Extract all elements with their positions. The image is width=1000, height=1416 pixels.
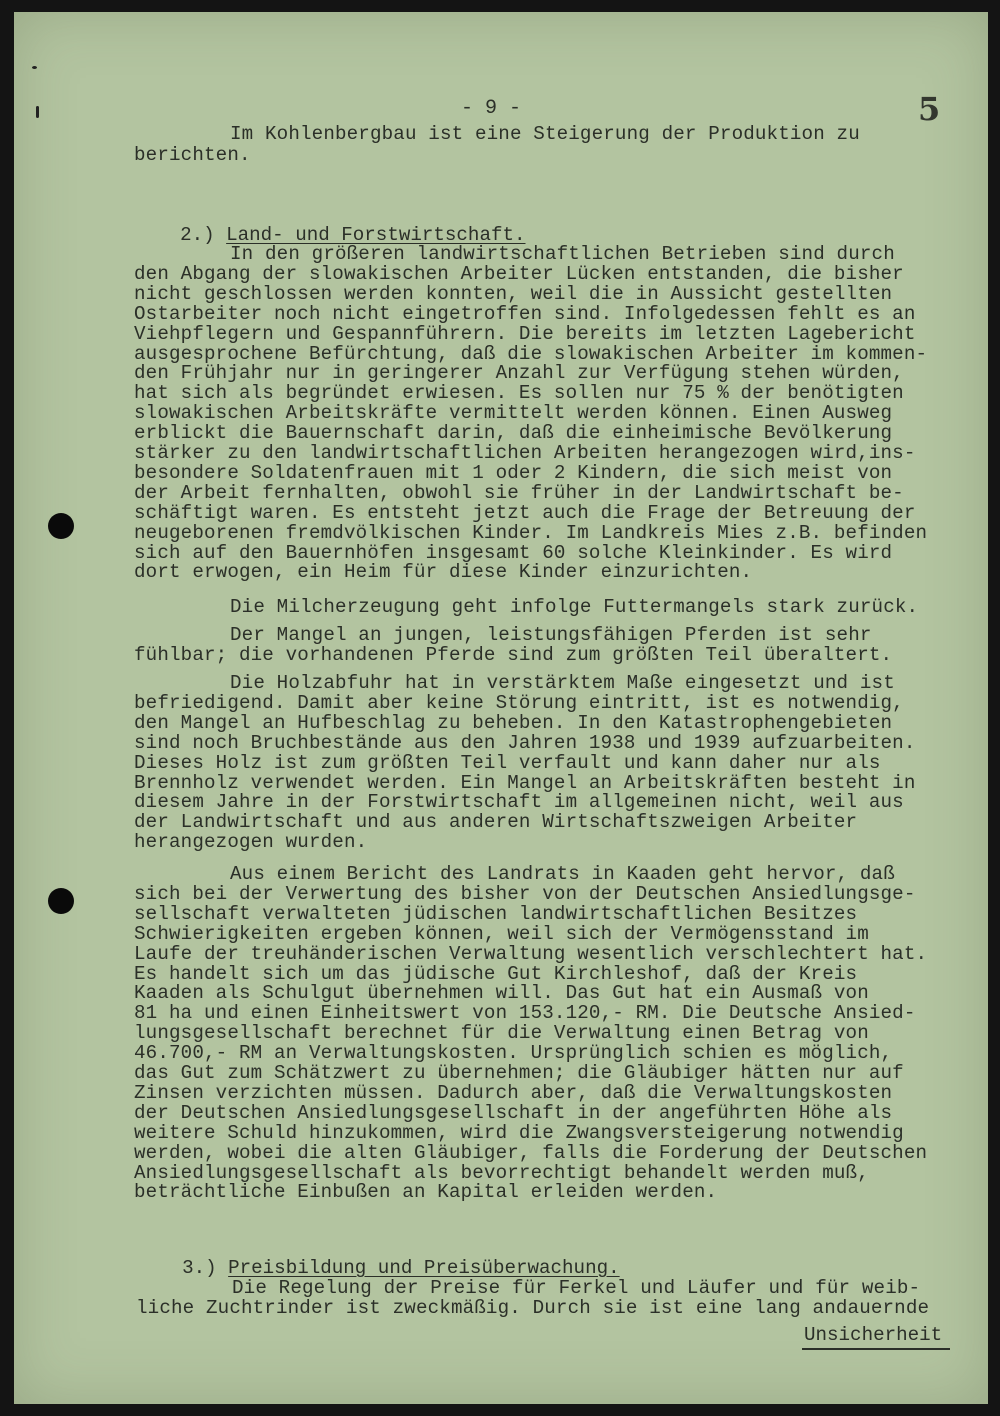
text-line: Zinsen verzichten müssen. Dadurch aber, daß die Verwaltungskosten: [134, 1081, 893, 1104]
text-line: 46.700,- RM an Verwaltungskosten. Ursprünglich schien es möglich,: [134, 1042, 893, 1065]
text-line: Ansiedlungsgesellschaft als bevorrechtigt behandelt werden muß,: [134, 1161, 869, 1184]
text-line: weitere Schuld hinzukommen, wird die Zwangsversteigerung notwendig: [134, 1121, 904, 1144]
text-line: Es handelt sich um das jüdische Gut Kirchleshof, daß der Kreis: [134, 962, 858, 985]
text-line: schäftigt waren. Es entsteht jetzt auch die Frage der Betreuung der: [134, 501, 916, 524]
text-line: slowakischen Arbeitskräfte vermittelt werden können. Einen Ausweg: [134, 402, 893, 425]
section-title: Preisbildung und Preisüberwachung.: [228, 1257, 620, 1279]
text-line: befriedigend. Damit aber keine Störung eintritt, ist es notwendig,: [134, 691, 904, 714]
text-line: sich bei der Verwertung des bisher von der Deutschen Ansiedlungsge-: [134, 882, 916, 905]
text-line: In den größeren landwirtschaftlichen Betrieben sind durch: [230, 243, 895, 265]
text-line: Die Regelung der Preise für Ferkel und Läufer und für weib-: [232, 1277, 921, 1299]
text-line: diesem Jahre in der Forstwirtschaft im allgemeinen nicht, weil aus: [134, 791, 904, 814]
document-page: [14, 12, 988, 1404]
text-line: sind noch Bruchbestände aus den Jahren 1938 und 1939 aufzuarbeiten.: [134, 731, 916, 754]
text-line: herangezogen wurden.: [134, 831, 368, 854]
margin-speck: [32, 66, 37, 69]
text-line: sich auf den Bauernhöfen insgesamt 60 solche Kleinkinder. Es wird: [134, 541, 893, 564]
punch-hole: [48, 888, 74, 914]
page-number: - 9 -: [461, 97, 522, 120]
text-line: Viehpflegern und Gespannführern. Die bereits im letzten Lagebericht: [134, 322, 916, 345]
text-line: fühlbar; die vorhandenen Pferde sind zum größten Teil überaltert.: [134, 643, 893, 666]
text-line: neugeborenen fremdvölkischen Kinder. Im Landkreis Mies z.B. befinden: [134, 521, 928, 544]
text-line: das Gut zum Schätzwert zu übernehmen; die Gläubiger hätten nur auf: [134, 1062, 904, 1084]
text-line: den Frühjahr nur in geringerer Anzahl zur Verfügung stehen würden,: [134, 362, 904, 385]
text-line: berichten.: [134, 144, 251, 166]
text-line: werden, wobei die alten Gläubiger, falls die Forderung der Deutschen: [134, 1141, 928, 1164]
text-line: Aus einem Bericht des Landrats in Kaaden geht hervor, daß: [230, 863, 895, 885]
text-line: nicht geschlossen werden konnten, weil die in Aussicht gestellten: [134, 282, 893, 305]
text-line: erblickt die Bauernschaft darin, daß die einheimische Bevölkerung: [134, 422, 893, 445]
text-line: Der Mangel an jungen, leistungsfähigen Pferden ist sehr: [230, 624, 872, 646]
text-line: liche Zuchtrinder ist zweckmäßig. Durch sie ist eine lang andauernde: [136, 1297, 930, 1319]
text-line: beträchtliche Einbußen an Kapital erleiden werden.: [134, 1181, 718, 1204]
text-line: Ostarbeiter noch nicht eingetroffen sind. Infolgedessen fehlt es an: [134, 302, 916, 325]
text-line: der Landwirtschaft und aus anderen Wirtschaftszweigen Arbeiter: [134, 811, 858, 834]
margin-speck: [36, 106, 39, 118]
text-line: Kaaden als Schulgut übernehmen will. Das Gut hat ein Ausmaß von: [134, 982, 869, 1005]
section-title: Land- und Forstwirtschaft.: [226, 224, 526, 246]
section-number: 2.): [180, 224, 215, 246]
text-line: sellschaft verwalteten jüdischen landwirtschaftlichen Besitzes: [134, 902, 858, 925]
text-line: Dieses Holz ist zum größten Teil verfault und kann daher nur als: [134, 751, 881, 774]
text-line: Die Holzabfuhr hat in verstärktem Maße eingesetzt und ist: [230, 672, 895, 694]
text-line: der Deutschen Ansiedlungsgesellschaft in der angeführten Höhe als: [134, 1101, 893, 1124]
section-number: 3.): [182, 1257, 217, 1279]
catchword: Unsicherheit: [804, 1324, 943, 1346]
text-line: Schwierigkeiten ergeben können, weil sich der Vermögensstand im: [134, 922, 869, 945]
text-line: den Mangel an Hufbeschlag zu beheben. In den Katastrophengebieten: [134, 711, 893, 734]
text-line: der Arbeit fernhalten, obwohl sie früher in der Landwirtschaft be-: [134, 481, 904, 504]
text-line: Brennholz verwendet werden. Ein Mangel an Arbeitskräften besteht in: [134, 771, 916, 794]
text-line: dort erwogen, ein Heim für diese Kinder einzurichten.: [134, 561, 753, 584]
text-line: hat sich als begründet erwiesen. Es sollen nur 75 % der benötigten: [134, 382, 904, 405]
text-line: Die Milcherzeugung geht infolge Futtermangels stark zurück.: [230, 596, 919, 618]
text-line: ausgesprochene Befürchtung, daß die slowakischen Arbeiter im kommen-: [134, 342, 928, 365]
text-line: lungsgesellschaft berechnet für die Verwaltung einen Betrag von: [134, 1022, 869, 1045]
punch-hole: [48, 513, 74, 539]
text-line: besondere Soldatenfrauen mit 1 oder 2 Kindern, die sich meist von: [134, 461, 893, 484]
text-line: 81 ha und einen Einheitswert von 153.120,- RM. Die Deutsche Ansied-: [134, 1002, 916, 1025]
text-line: Laufe der treuhänderischen Verwaltung wesentlich verschlechtert hat.: [134, 942, 928, 965]
text-line: den Abgang der slowakischen Arbeiter Lücken entstanden, die bisher: [134, 262, 904, 285]
folio-number: 5: [918, 90, 941, 128]
text-line: stärker zu den landwirtschaftlichen Arbeiten herangezogen wird,ins-: [134, 442, 916, 464]
text-line: Im Kohlenbergbau ist eine Steigerung der Produktion zu: [230, 123, 860, 145]
catchword-underline: [802, 1348, 950, 1350]
